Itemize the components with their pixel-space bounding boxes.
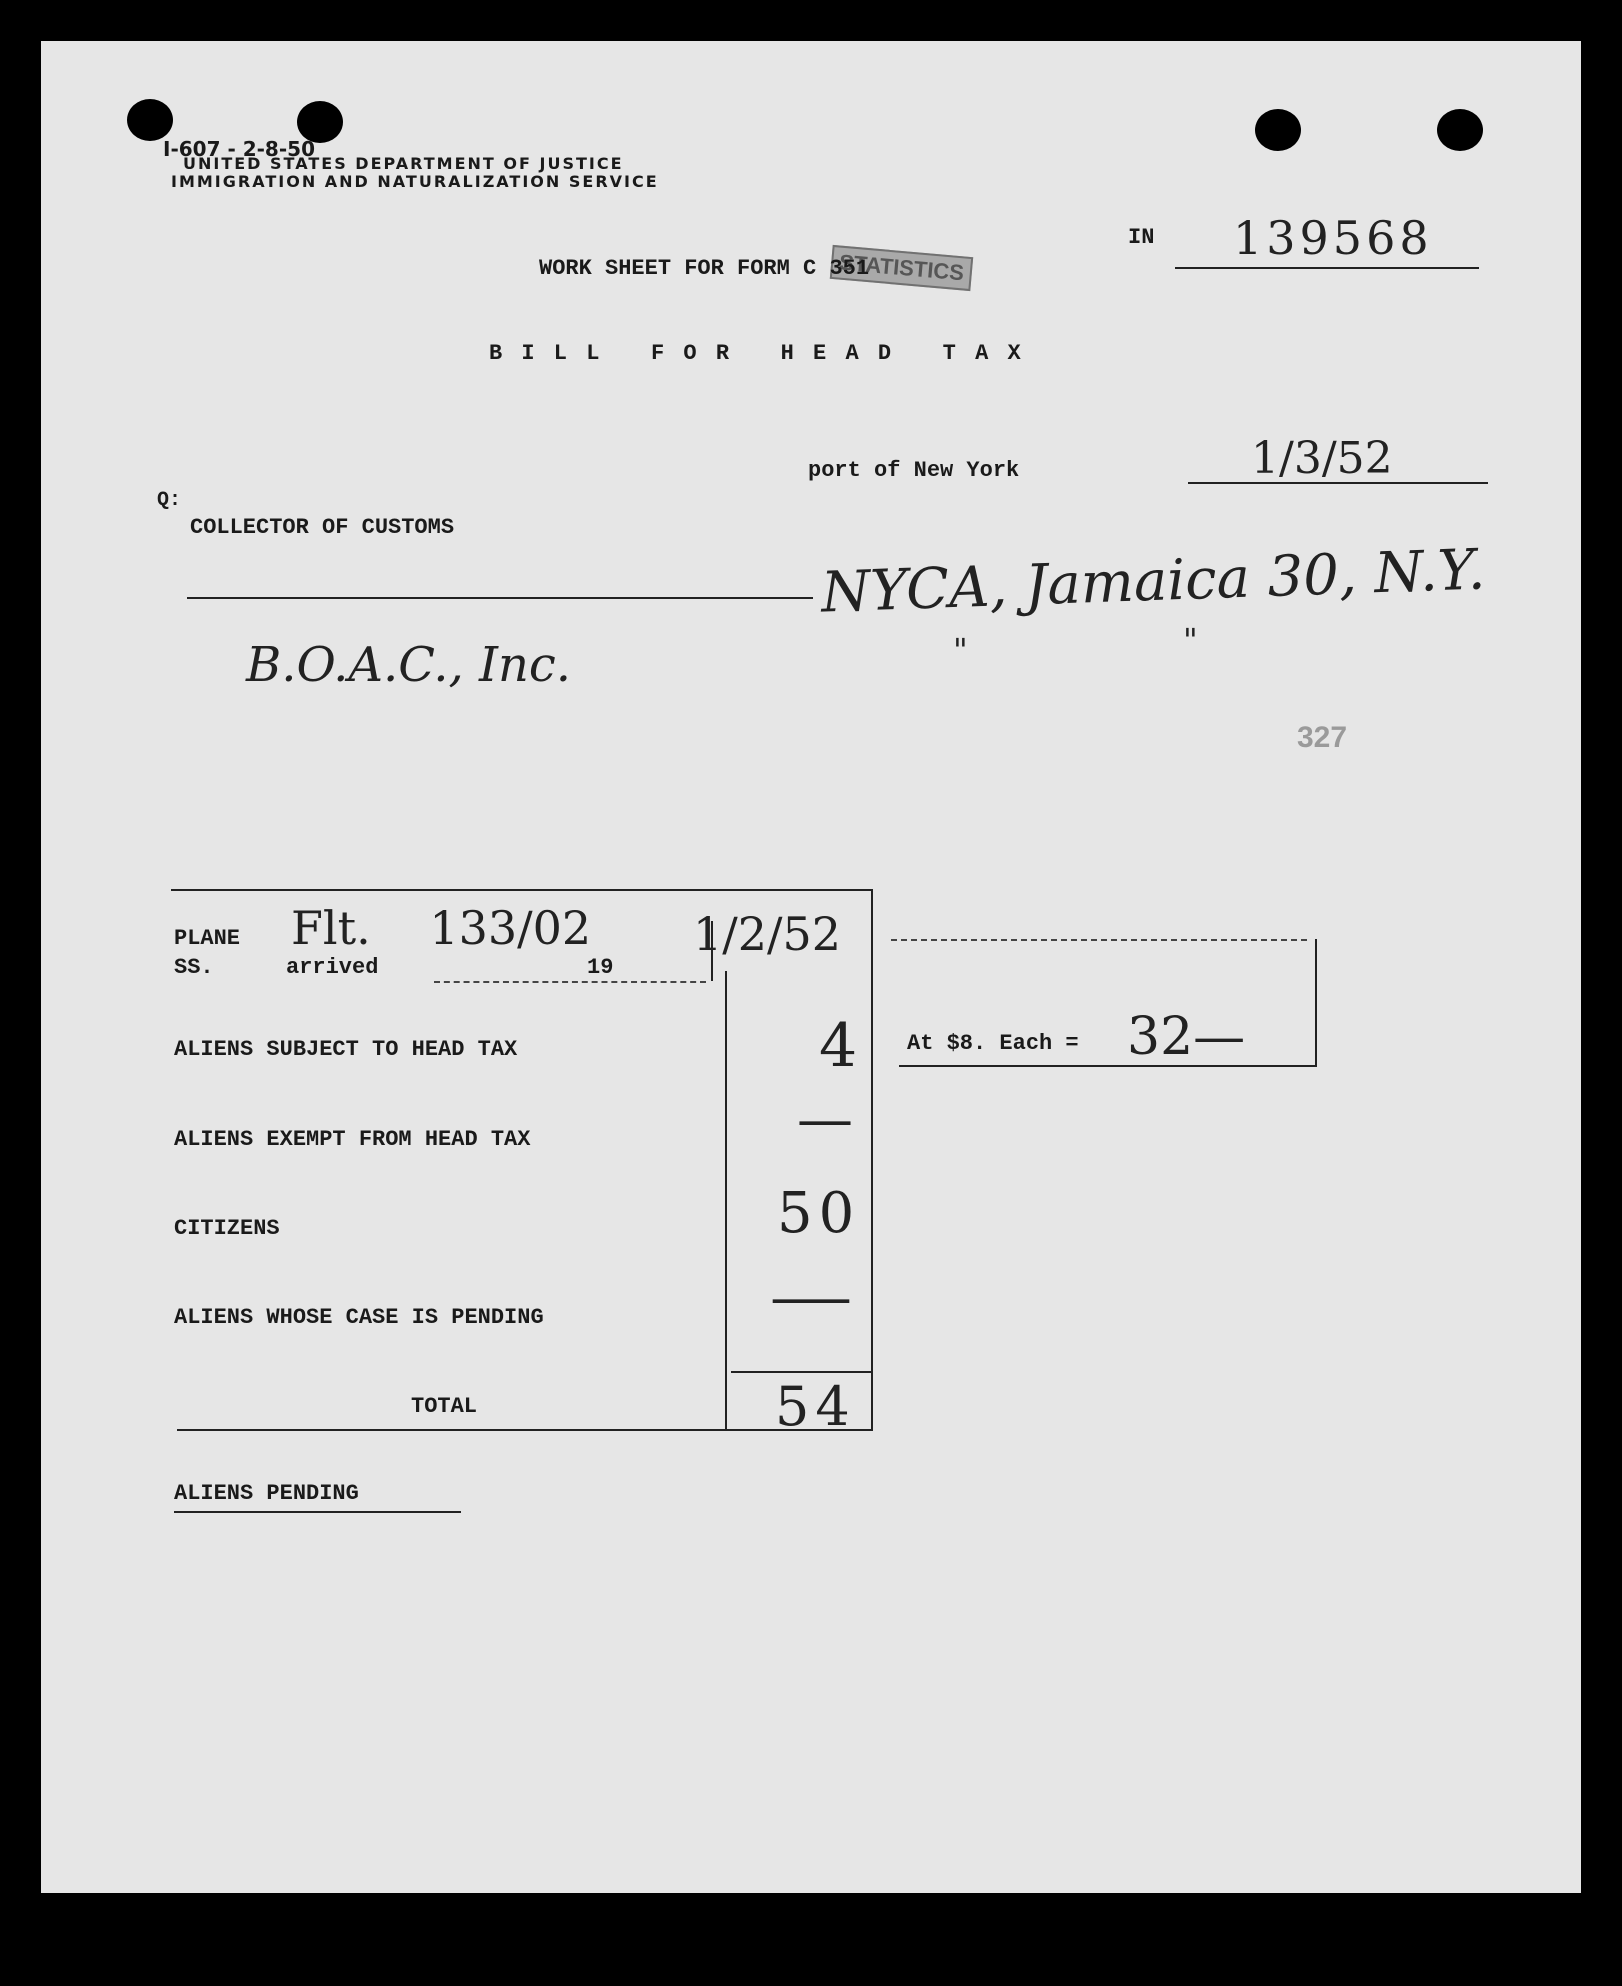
form-code: I-607 - 2-8-50 (163, 137, 315, 161)
ditto-mark: " (1183, 621, 1198, 659)
to-label: Q: (157, 489, 182, 512)
rate-box-top (891, 939, 1307, 941)
row-value: 50 (777, 1181, 861, 1246)
arrival-date-handwritten: 1/2/52 (693, 907, 842, 961)
value-column-divider (725, 971, 727, 1429)
company-handwritten: B.O.A.C., Inc. (246, 637, 572, 693)
port-label: port of New York (808, 458, 1020, 483)
in-label: IN (1128, 225, 1155, 250)
date-underline (1188, 482, 1488, 484)
ss-label: SS. (174, 955, 214, 980)
worksheet-title: WORK SHEET FOR FORM C 351 (539, 256, 870, 281)
punch-hole (1255, 109, 1301, 151)
row-label: CITIZENS (174, 1216, 280, 1241)
in-number-underline (1175, 267, 1479, 269)
collector-label: COLLECTOR OF CUSTOMS (190, 515, 455, 540)
punch-hole (1437, 109, 1483, 151)
arrived-label: arrived (286, 955, 379, 980)
row-label: ALIENS WHOSE CASE IS PENDING (174, 1305, 544, 1330)
location-handwritten: NYCA, Jamaica 30, N.Y. (820, 537, 1487, 626)
in-number: 139568 (1233, 211, 1433, 265)
row-value: — (769, 1265, 853, 1330)
table-bottom-line (177, 1429, 873, 1431)
rate-label: At $8. Each = (907, 1031, 1079, 1056)
total-value: 54 (775, 1375, 856, 1438)
bill-title: B I L L F O R H E A D T A X (489, 341, 1024, 366)
table-right-border (871, 889, 873, 1429)
punch-hole (127, 99, 173, 141)
year-prefix: 19 (587, 955, 614, 980)
flight-handwritten: Flt. 133/02 (291, 901, 592, 955)
total-label: TOTAL (411, 1394, 478, 1419)
row-label: ALIENS EXEMPT FROM HEAD TAX (174, 1127, 531, 1152)
service-heading: IMMIGRATION AND NATURALIZATION SERVICE (171, 172, 659, 191)
rate-box-bottom (899, 1065, 1317, 1067)
row-value: — (797, 1087, 853, 1152)
bill-date: 1/3/52 (1251, 433, 1393, 484)
rate-box-right (1315, 939, 1317, 1065)
row-value: 4 (819, 1011, 858, 1081)
aliens-pending-label: ALIENS PENDING (174, 1481, 359, 1506)
statistics-stamp: STATISTICS (830, 245, 974, 291)
department-heading: UNITED STATES DEPARTMENT OF JUSTICE (183, 154, 624, 173)
table-top-line (171, 889, 871, 891)
collector-underline (187, 597, 813, 599)
document-page (41, 41, 1581, 1893)
faint-number: 327 (1297, 721, 1348, 754)
ditto-mark: " (953, 631, 968, 669)
row-label: ALIENS SUBJECT TO HEAD TAX (174, 1037, 518, 1062)
total-row-line (731, 1371, 871, 1373)
arrived-underline (434, 981, 706, 983)
plane-label: PLANE (174, 926, 241, 951)
aliens-pending-underline (174, 1511, 461, 1513)
rate-amount: 32— (1127, 1007, 1246, 1067)
